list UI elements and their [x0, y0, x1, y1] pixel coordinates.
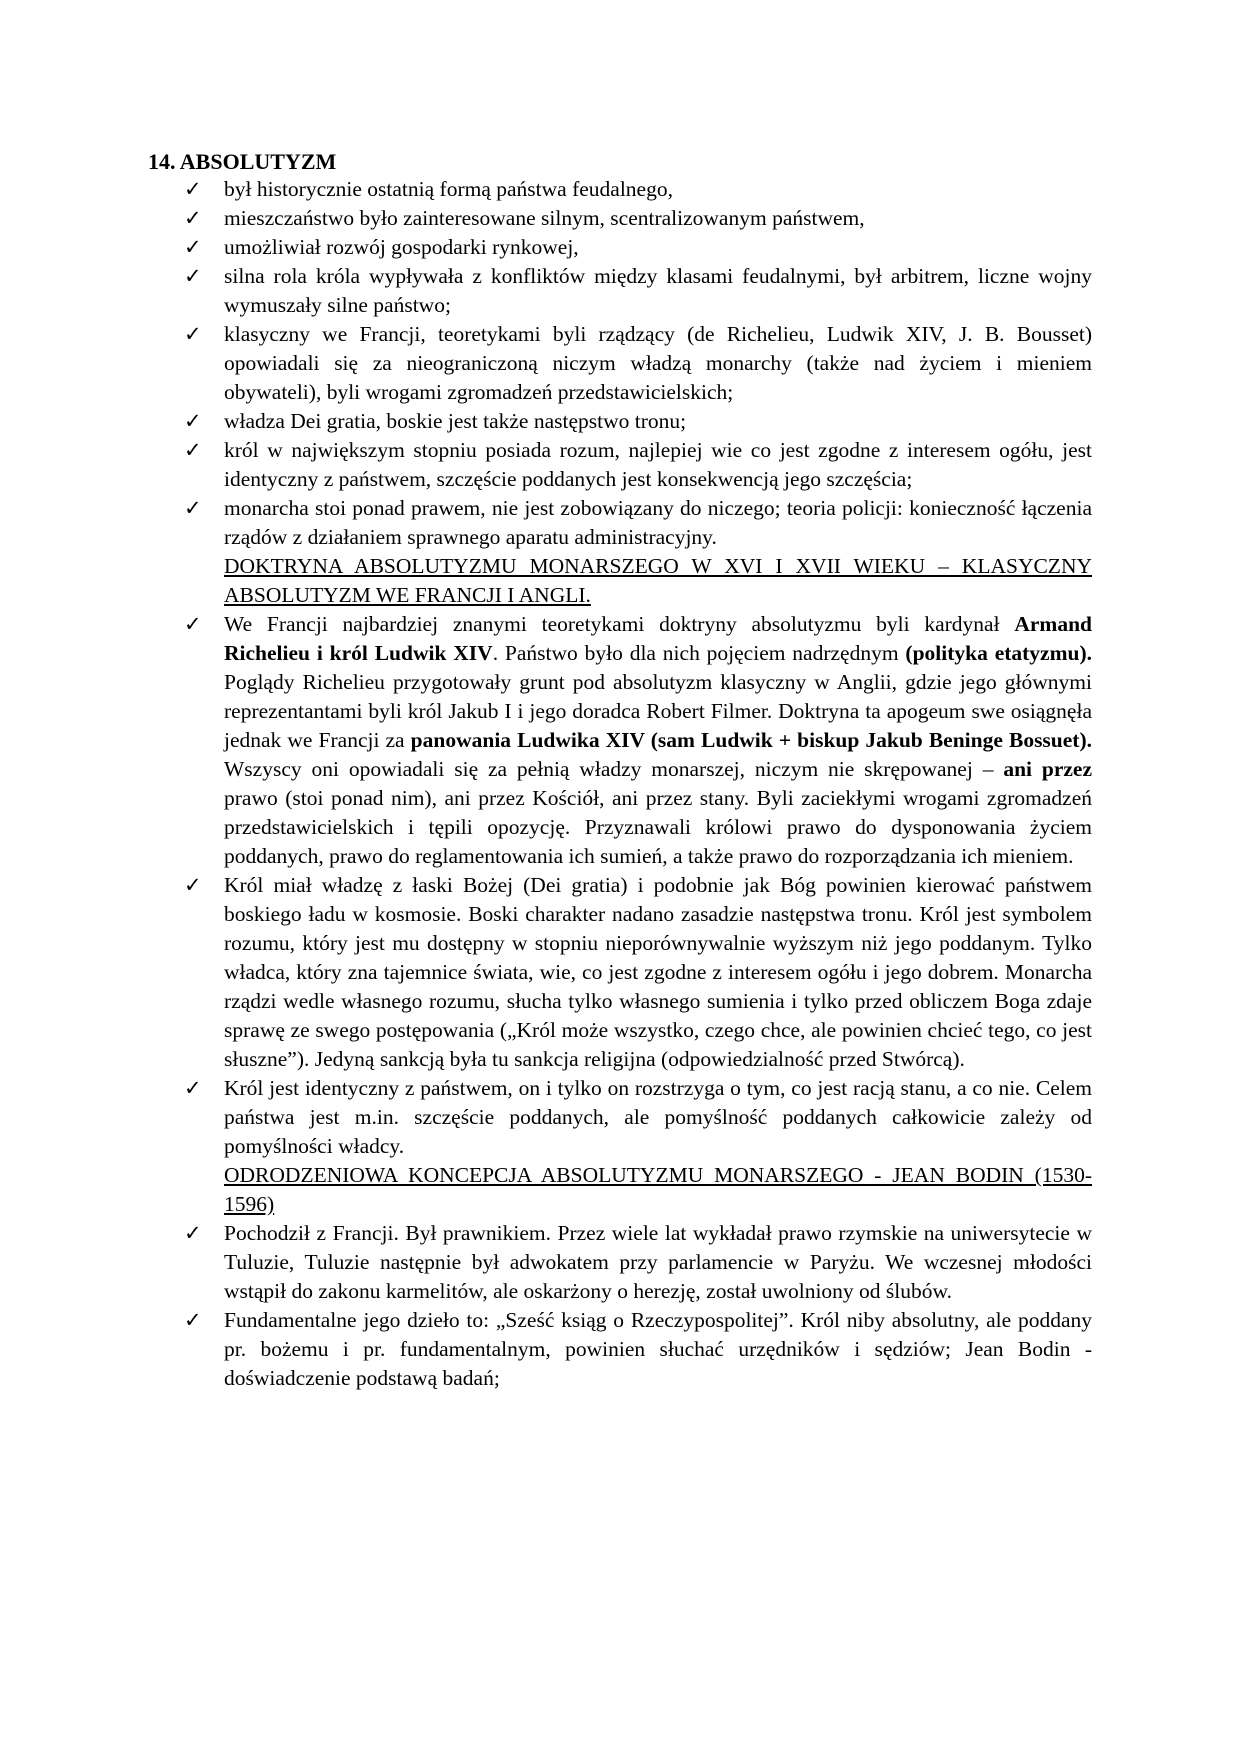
text-run: . Państwo było dla nich pojęciem nadrzędnym	[492, 641, 906, 665]
checkmark-icon: ✓	[184, 177, 202, 201]
checkmark-icon: ✓	[184, 612, 202, 636]
list-item-text: klasyczny we Francji, teoretykami byli rządzący (de Richelieu, Ludwik XIV, J. B. Bousset) opowiadali się za nieograniczoną niczym władzą monarchy (także nad życiem i mieniem obywateli), byli wrogami zgromadzeń przedstawicielskich;	[224, 322, 1092, 404]
list-item-text: był historycznie ostatnią formą państwa feudalnego,	[224, 177, 673, 201]
document-body	[148, 175, 1092, 1393]
checkmark-icon: ✓	[184, 235, 202, 259]
bold-text: panowania Ludwika XIV (sam Ludwik + biskup Jakub Beninge Bossuet).	[410, 728, 1092, 752]
section-title: 14. ABSOLUTYZM	[148, 149, 337, 174]
list-item	[148, 320, 1092, 407]
list-item	[148, 436, 1092, 494]
checkmark-icon: ✓	[184, 1221, 202, 1245]
list-item	[148, 262, 1092, 320]
list-item	[148, 1219, 1092, 1306]
checkmark-icon: ✓	[184, 1308, 202, 1332]
list-item-text: monarcha stoi ponad prawem, nie jest zobowiązany do niczego; teoria policji: konieczność łączenia rządów z działaniem sprawnego aparatu administracyjny.	[224, 496, 1092, 549]
list-item-text: Fundamentalne jego dzieło to: „Sześć ksiąg o Rzeczypospolitej”. Król niby absolutny, ale poddany pr. bożemu i pr. fundamentalnym, powinien słuchać urzędników i sędziów; Jean Bodin - doświadczenie podstawą badań;	[224, 1308, 1092, 1390]
list-item-text: silna rola króla wypływała z konfliktów między klasami feudalnymi, był arbitrem, liczne wojny wymuszały silne państwo;	[224, 264, 1092, 317]
checkmark-icon: ✓	[184, 409, 202, 433]
list-item	[148, 494, 1092, 552]
text-run: prawo (stoi ponad nim), ani przez Kościół, ani przez stany. Byli zaciekłymi wrogami zgromadzeń przedstawicielskich i tępili opozycję. Przyznawali królowi prawo do dysponowania życiem poddanych, prawo do reglamentowania ich sumień, a także prawo do rozporządzania ich mieniem.	[224, 786, 1092, 868]
checkmark-icon: ✓	[184, 322, 202, 346]
bold-text: ani przez	[1003, 757, 1092, 781]
checkmark-icon: ✓	[184, 206, 202, 230]
list-item-text: król w największym stopniu posiada rozum, najlepiej wie co jest zgodne z interesem ogółu, jest identyczny z państwem, szczęście poddanych jest konsekwencją jego szczęścia;	[224, 438, 1092, 491]
list-item	[148, 233, 1092, 262]
text-run: Poglądy Richelieu przygotowały grunt pod absolutyzm klasyczny w Anglii, gdzie jego głównymi reprezentantami byli król Jakub I i jego doradca Robert Filmer. Doktryna ta apogeum swe osiągnęła jednak we Francji za	[224, 670, 1092, 752]
checkmark-icon: ✓	[184, 873, 202, 897]
checkmark-icon: ✓	[184, 1076, 202, 1100]
list-item-text: mieszczaństwo było zainteresowane silnym, scentralizowanym państwem,	[224, 206, 865, 230]
section-heading: ODRODZENIOWA KONCEPCJA ABSOLUTYZMU MONARSZEGO - JEAN BODIN (1530-1596)	[224, 1163, 1092, 1216]
list-item	[148, 610, 1092, 871]
list-item	[148, 407, 1092, 436]
list-item-text: Król jest identyczny z państwem, on i tylko on rozstrzyga o tym, co jest racją stanu, a co nie. Celem państwa jest m.in. szczęście poddanych, ale pomyślność poddanych całkowicie zależy od pomyślności władcy.	[224, 1076, 1092, 1158]
list-item-text: Pochodził z Francji. Był prawnikiem. Przez wiele lat wykładał prawo rzymskie na uniwersytecie w Tuluzie, Tuluzie następnie był adwokatem przy parlamencie w Paryżu. We wczesnej młodości wstąpił do zakonu karmelitów, ale oskarżony o herezję, został uwolniony od ślubów.	[224, 1221, 1092, 1303]
list-item	[148, 871, 1092, 1074]
list-item-text: władza Dei gratia, boskie jest także następstwo tronu;	[224, 409, 687, 433]
checkmark-icon: ✓	[184, 496, 202, 520]
list-item-text: Król miał władzę z łaski Bożej (Dei gratia) i podobnie jak Bóg powinien kierować państwem boskiego ładu w kosmosie. Boski charakter nadano zasadzie następstwa tronu. Król jest symbolem rozumu, który jest mu dostępny w stopniu nieporównywalnie wyższym niż jego poddanym. Tylko władca, który zna tajemnice świata, wie, co jest zgodne z interesem ogółu i jego dobrem. Monarcha rządzi wedle własnego rozumu, słucha tylko własnego sumienia i tylko przed obliczem Boga zdaje sprawę ze swego postępowania („Król może wszystko, czego chce, ale powinien chcieć tego, co jest słuszne”). Jedyną sankcją była tu sankcja religijna (odpowiedzialność przed Stwórcą).	[224, 873, 1092, 1071]
checkmark-icon: ✓	[184, 438, 202, 462]
list-item	[148, 204, 1092, 233]
checkmark-icon: ✓	[184, 264, 202, 288]
list-item	[148, 1074, 1092, 1161]
text-run: We Francji najbardziej znanymi teoretykami doktryny absolutyzmu byli kardynał	[224, 612, 1015, 636]
bold-text: Armand Richelieu i król Ludwik XIV	[224, 612, 1092, 665]
section-heading: DOKTRYNA ABSOLUTYZMU MONARSZEGO W XVI I XVII WIEKU – KLASYCZNY ABSOLUTYZM WE FRANCJI I ANGLI.	[224, 554, 1092, 607]
list-item-text: umożliwiał rozwój gospodarki rynkowej,	[224, 235, 579, 259]
list-item	[148, 1306, 1092, 1393]
bold-text: (polityka etatyzmu).	[905, 641, 1093, 665]
text-run: Wszyscy oni opowiadali się za pełnią władzy monarszej, niczym nie skrępowanej –	[224, 757, 1004, 781]
list-item	[148, 175, 1092, 204]
